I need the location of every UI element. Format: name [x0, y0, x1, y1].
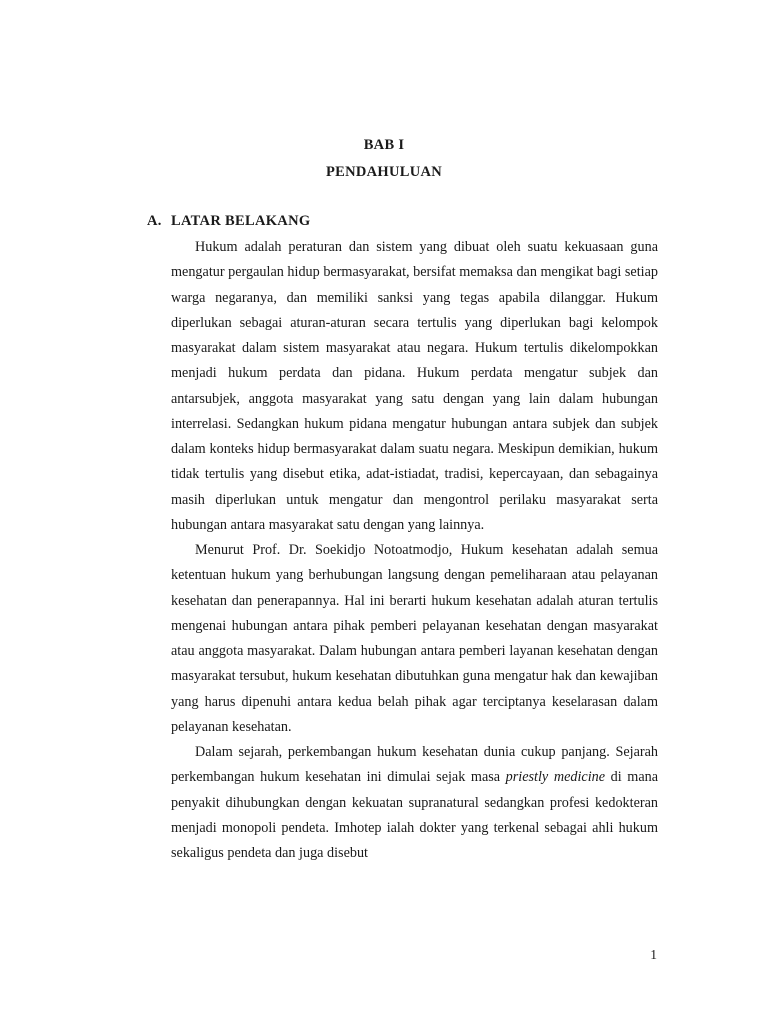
page-number: 1	[650, 947, 657, 962]
section-title: LATAR BELAKANG	[171, 213, 311, 229]
paragraph-3-text-b: di mana penyakit dihubungkan dengan kekuatan supranatural sedangkan profesi kedokteran menjadi monopoli pendeta. Imhotep ialah dokter yang terkenal sebagai ahli hukum sekaligus pendeta dan juga disebut	[171, 769, 659, 861]
body-text	[171, 235, 658, 866]
paragraph-1: Hukum adalah peraturan dan sistem yang dibuat oleh suatu kekuasaan guna mengatur pergaulan hidup bermasyarakat, bersifat memaksa dan mengikat bagi setiap warga negaranya, dan memiliki sanksi yang tegas apabila dilanggar. Hukum diperlukan sebagai aturan-aturan secara tertulis yang diperlukan bagi kelompok masyarakat dalam sistem masyarakat atau negara. Hukum tertulis dikelompokkan menjadi hukum perdata dan pidana. Hukum perdata mengatur subjek dan antarsubjek, anggota masyarakat yang satu dengan yang lain dalam hubungan interrelasi. Sedangkan hukum pidana mengatur hubungan antara subjek dan subjek dalam konteks hidup bermasyarakat dalam suatu negara. Meskipun demikian, hukum tidak tertulis yang disebut etika, adat-istiadat, tradisi, kepercayaan, dan sebagainya masih diperlukan untuk mengatur dan mengontrol perilaku masyarakat serta hubungan antara masyarakat satu dengan yang lainnya.	[171, 239, 658, 533]
paragraph-2: Menurut Prof. Dr. Soekidjo Notoatmodjo, Hukum kesehatan adalah semua ketentuan hukum yang berhubungan langsung dengan pemeliharaan atau pelayanan kesehatan dan penerapannya. Hal ini berarti hukum kesehatan adalah aturan tertulis mengenai hubungan antara pihak pemberi pelayanan kesehatan dengan masyarakat atau anggota masyarakat. Dalam hubungan antara pemberi layanan kesehatan dengan masyarakat tersubut, hukum kesehatan dibutuhkan guna mengatur hak dan kewajiban yang harus dipenuhi antara kedua belah pihak agar terciptanya keselarasan dalam pelayanan kesehatan.	[171, 542, 658, 735]
section-heading	[147, 213, 310, 230]
chapter-number: BAB I	[363, 137, 405, 153]
paragraph-3-italic-term: priestly medicine	[505, 769, 606, 786]
paragraph-3	[171, 740, 658, 866]
paragraph-3-text-a: Dalam sejarah, perkembangan hukum kesehatan dunia cukup panjang. Sejarah perkembangan hukum kesehatan ini dimulai sejak masa	[171, 744, 658, 786]
chapter-title: PENDAHULUAN	[325, 164, 443, 180]
section-letter: A.	[147, 213, 162, 229]
